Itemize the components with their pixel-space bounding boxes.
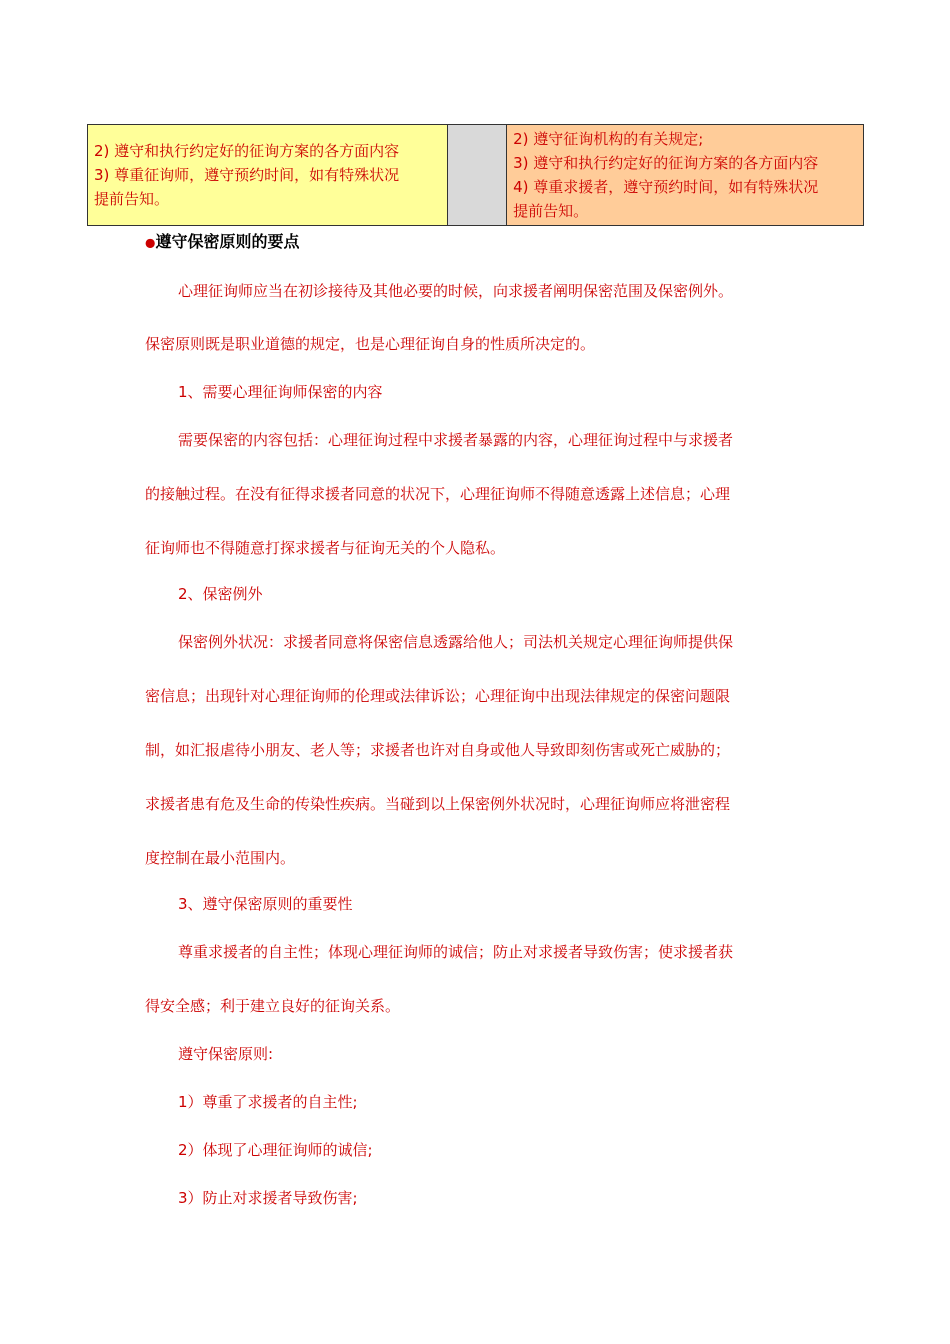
table-cell-right (507, 125, 864, 226)
comparison-table (87, 124, 864, 226)
cell-text: 4) 尊重求援者，遵守预约时间，如有特殊状况 (513, 178, 819, 196)
table-cell-left (88, 125, 448, 226)
cell-text: 2) 遵守征询机构的有关规定; (513, 130, 704, 148)
paragraph-line: 制，如汇报虐待小朋友、老人等；求援者也许对自身或他人导致即刻伤害或死亡威胁的； (145, 741, 731, 759)
list-item: 1）尊重了求援者的自主性; (178, 1093, 358, 1111)
heading-text: 遵守保密原则的要点 (155, 232, 300, 251)
paragraph-line: 需要保密的内容包括：心理征询过程中求援者暴露的内容，心理征询过程中与求援者 (178, 431, 734, 449)
subheading: 3、遵守保密原则的重要性 (178, 895, 353, 913)
paragraph-line: 征询师也不得随意打探求援者与征询无关的个人隐私。 (145, 539, 506, 557)
list-item: 3）防止对求援者导致伤害; (178, 1189, 358, 1207)
paragraph-line: 度控制在最小范围内。 (145, 849, 296, 867)
table-row (88, 125, 864, 226)
paragraph-line: 遵守保密原则: (178, 1045, 274, 1063)
paragraph-line: 得安全感；利于建立良好的征询关系。 (145, 997, 401, 1015)
cell-text: 提前告知。 (513, 202, 589, 220)
cell-text: 提前告知。 (94, 190, 170, 208)
paragraph-line: 尊重求援者的自主性；体现心理征询师的诚信；防止对求援者导致伤害；使求援者获 (178, 943, 734, 961)
section-heading (145, 230, 300, 255)
paragraph-line: 求援者患有危及生命的传染性疾病。当碰到以上保密例外状况时，心理征询师应将泄密程 (145, 795, 731, 813)
paragraph-line: 保密例外状况：求援者同意将保密信息透露给他人；司法机关规定心理征询师提供保 (178, 633, 734, 651)
cell-text: 3) 遵守和执行约定好的征询方案的各方面内容 (513, 154, 819, 172)
paragraph-line: 保密原则既是职业道德的规定，也是心理征询自身的性质所决定的。 (145, 335, 596, 353)
list-item: 2）体现了心理征询师的诚信; (178, 1141, 373, 1159)
paragraph-line: 密信息；出现针对心理征询师的伦理或法律诉讼；心理征询中出现法律规定的保密问题限 (145, 687, 731, 705)
table-cell-middle (447, 125, 506, 226)
bullet-icon: ● (145, 235, 156, 250)
cell-text: 3) 尊重征询师，遵守预约时间，如有特殊状况 (94, 166, 400, 184)
paragraph-line: 的接触过程。在没有征得求援者同意的状况下，心理征询师不得随意透露上述信息；心理 (145, 485, 731, 503)
paragraph-line: 心理征询师应当在初诊接待及其他必要的时候，向求援者阐明保密范围及保密例外。 (178, 282, 734, 300)
subheading: 2、保密例外 (178, 585, 263, 603)
subheading: 1、需要心理征询师保密的内容 (178, 383, 383, 401)
cell-text: 2) 遵守和执行约定好的征询方案的各方面内容 (94, 142, 400, 160)
